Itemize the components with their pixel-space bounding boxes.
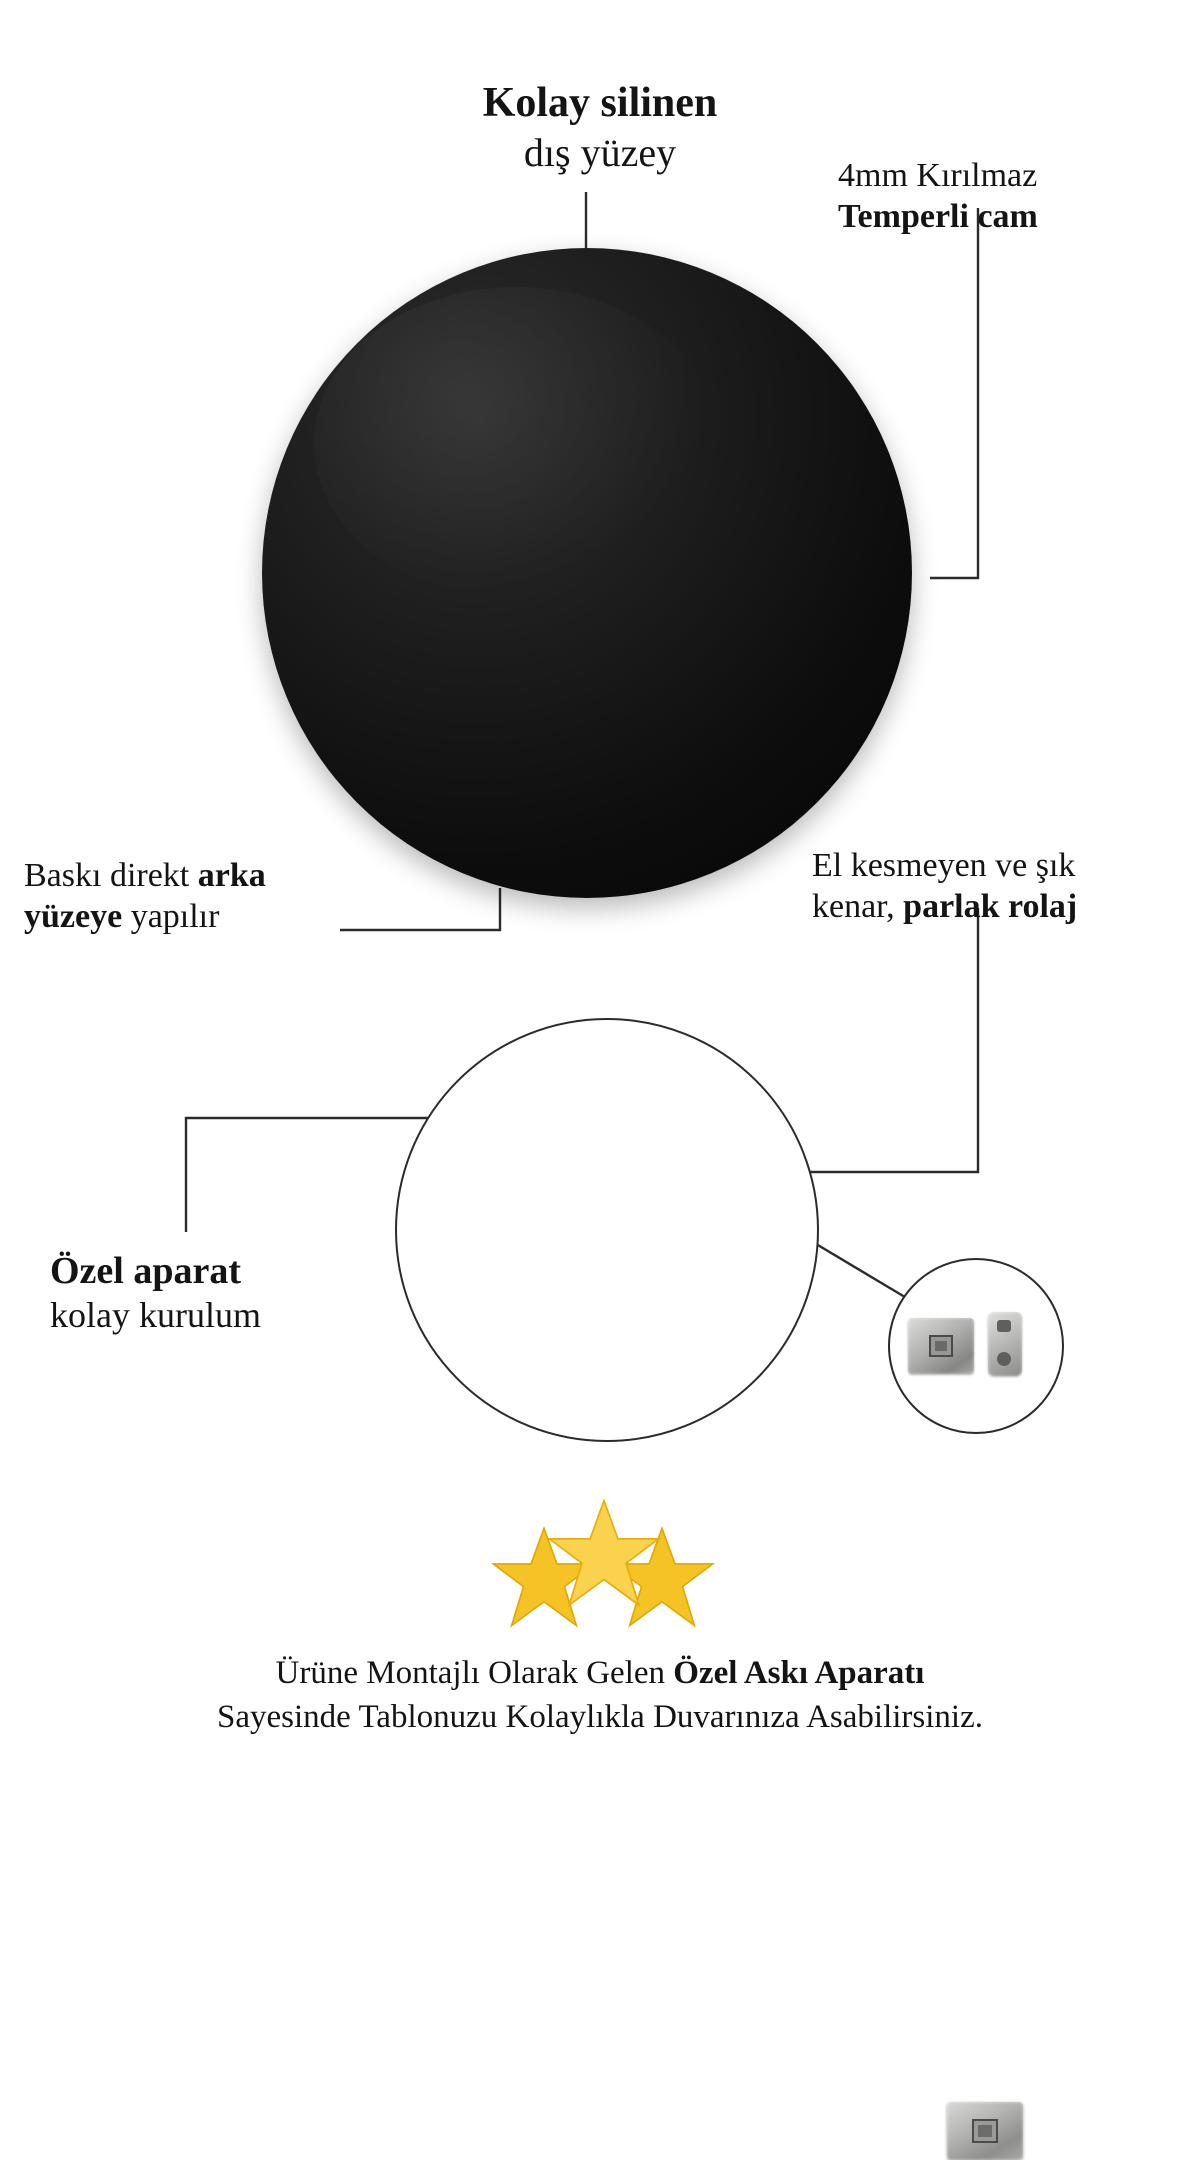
bottom-caption	[0, 1652, 1200, 1739]
annotation-tempered-glass	[838, 155, 1038, 238]
annotation-tempered-glass-line1: 4mm Kırılmaz	[838, 157, 1038, 194]
leader-edge	[800, 908, 978, 1172]
bottom-caption-line1-b: Özel Askı Aparatı	[673, 1655, 925, 1691]
annotation-back-printing	[24, 855, 266, 938]
leader-glass	[930, 208, 978, 578]
annotation-special-apparatus-line1: Özel aparat	[50, 1250, 242, 1292]
panel-sheen	[314, 287, 717, 599]
annotation-polished-edge-line2-b: parlak rolaj	[903, 888, 1078, 926]
bottom-caption-line1-a: Ürüne Montajlı Olarak Gelen	[275, 1655, 674, 1691]
hook-slot-top	[997, 1320, 1011, 1332]
annotation-polished-edge-line2	[812, 886, 1077, 927]
annotation-back-printing-line2	[24, 896, 266, 937]
annotation-back-printing-line2-b: yapılır	[122, 898, 220, 936]
hook-hole-bottom	[997, 1352, 1011, 1366]
annotation-back-printing-line1-a: Baskı direkt	[24, 857, 198, 894]
bottom-caption-line2: Sayesinde Tablonuzu Kolaylıkla Duvarınıza Asabilirsiniz.	[217, 1698, 983, 1735]
back-surface-zoom	[395, 1018, 819, 1442]
annotation-back-printing-line1-b: arka	[197, 857, 266, 894]
hanger-hardware-detail	[888, 1258, 1064, 1434]
annotation-polished-edge-line2-a: kenar,	[812, 888, 904, 926]
annotation-back-printing-line1	[24, 855, 266, 896]
wall-mount-bracket	[947, 2102, 1023, 2160]
annotation-polished-edge-line1: El kesmeyen ve şık	[812, 847, 1076, 884]
hanger-plate	[908, 1318, 974, 1374]
annotation-easy-clean-line2: dış yüzey	[523, 130, 677, 176]
annotation-special-apparatus-line2: kolay kurulum	[50, 1295, 261, 1336]
annotation-polished-edge	[812, 845, 1077, 928]
three-gold-stars	[490, 1498, 716, 1628]
annotation-tempered-glass-line2: Temperli cam	[838, 198, 1038, 236]
hanger-hook	[988, 1312, 1022, 1376]
bottom-caption-line1	[0, 1652, 1200, 1696]
round-black-glass-panel	[262, 248, 912, 898]
leader-print	[340, 888, 500, 930]
hanger-plate-slot	[929, 1335, 953, 1357]
annotation-back-printing-line2-a: yüzeye	[24, 898, 123, 936]
bracket-slot	[972, 2119, 998, 2143]
annotation-special-apparatus	[50, 1248, 261, 1338]
annotation-easy-clean-line1: Kolay silinen	[482, 80, 718, 126]
